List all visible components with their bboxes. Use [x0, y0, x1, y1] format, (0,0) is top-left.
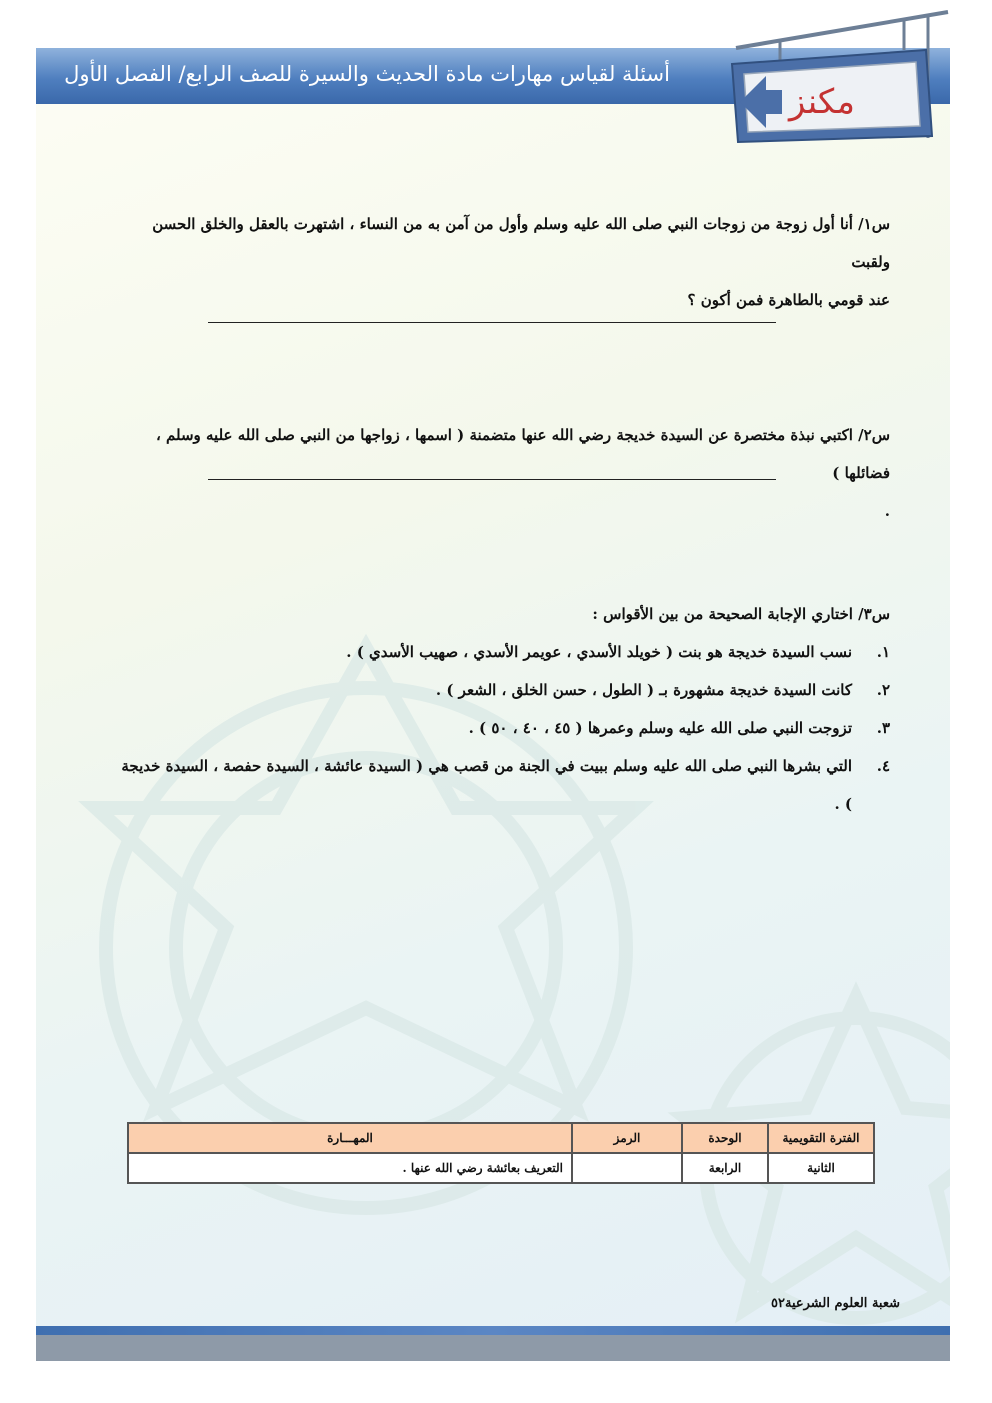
option-item — [110, 633, 890, 671]
skills-table — [127, 1122, 875, 1184]
option-text: نسب السيدة خديجة هو بنت ( خويلد الأسدي ، عويمر الأسدي ، صهيب الأسدي ) . — [346, 643, 852, 661]
logo-text: مكنز — [788, 82, 855, 122]
answer-line-2 — [208, 479, 776, 480]
option-number: ٣. — [876, 719, 890, 737]
option-item — [110, 709, 890, 747]
option-text: التي بشرها النبي صلى الله عليه وسلم ببيت في الجنة من قصب هي ( السيدة عائشة ، السيدة حفصة ، السيدة خديجة ) . — [121, 757, 852, 813]
footer-bar — [36, 1326, 950, 1335]
cell-skill: التعريف بعائشة رضي الله عنها . — [128, 1153, 572, 1183]
footer-bar-gray — [36, 1335, 950, 1361]
question-1-line-2: عند قومي بالطاهرة فمن أكون ؟ — [687, 291, 890, 309]
question-2-line-1: س٢/ اكتبي نبذة مختصرة عن السيدة خديجة رضي الله عنها متضمنة ( اسمها ، زواجها من النبي صلى الله عليه وسلم ، فضائلها ) — [155, 426, 890, 482]
table-header-row — [128, 1123, 874, 1153]
answer-line-1 — [208, 322, 776, 323]
cell-period: الثانية — [768, 1153, 874, 1183]
option-text: كانت السيدة خديجة مشهورة بـ ( الطول ، حسن الخلق ، الشعر ) . — [435, 681, 852, 699]
header-period: الفترة التقويمية — [768, 1123, 874, 1153]
questions-section — [110, 205, 890, 823]
option-item — [110, 747, 890, 823]
footer-department: شعبة العلوم الشرعية٥٢ — [771, 1296, 900, 1311]
option-item — [110, 671, 890, 709]
header-unit: الوحدة — [682, 1123, 768, 1153]
question-1-line-1: س١/ أنا أول زوجة من زوجات النبي صلى الله عليه وسلم وأول من آمن به من النساء ، اشتهرت بالعقل والخلق الحسن ولقبت — [152, 215, 890, 271]
question-2-line-2: . — [884, 502, 890, 520]
option-number: ٤. — [876, 757, 890, 775]
signpost-logo-icon — [718, 8, 950, 148]
cell-unit: الرابعة — [682, 1153, 768, 1183]
option-text: تزوجت النبي صلى الله عليه وسلم وعمرها ( ٤٥ ، ٤٠ ، ٥٠ ) . — [468, 719, 852, 737]
table-row — [128, 1153, 874, 1183]
header-skill: المهـــارة — [128, 1123, 572, 1153]
cell-code — [572, 1153, 682, 1183]
page-title: أسئلة لقياس مهارات مادة الحديث والسيرة للصف الرابع/ الفصل الأول — [64, 62, 670, 86]
header-code: الرمز — [572, 1123, 682, 1153]
option-number: ١. — [876, 643, 890, 661]
option-number: ٢. — [876, 681, 890, 699]
question-3-prompt: س٣/ اختاري الإجابة الصحيحة من بين الأقواس : — [592, 605, 890, 623]
